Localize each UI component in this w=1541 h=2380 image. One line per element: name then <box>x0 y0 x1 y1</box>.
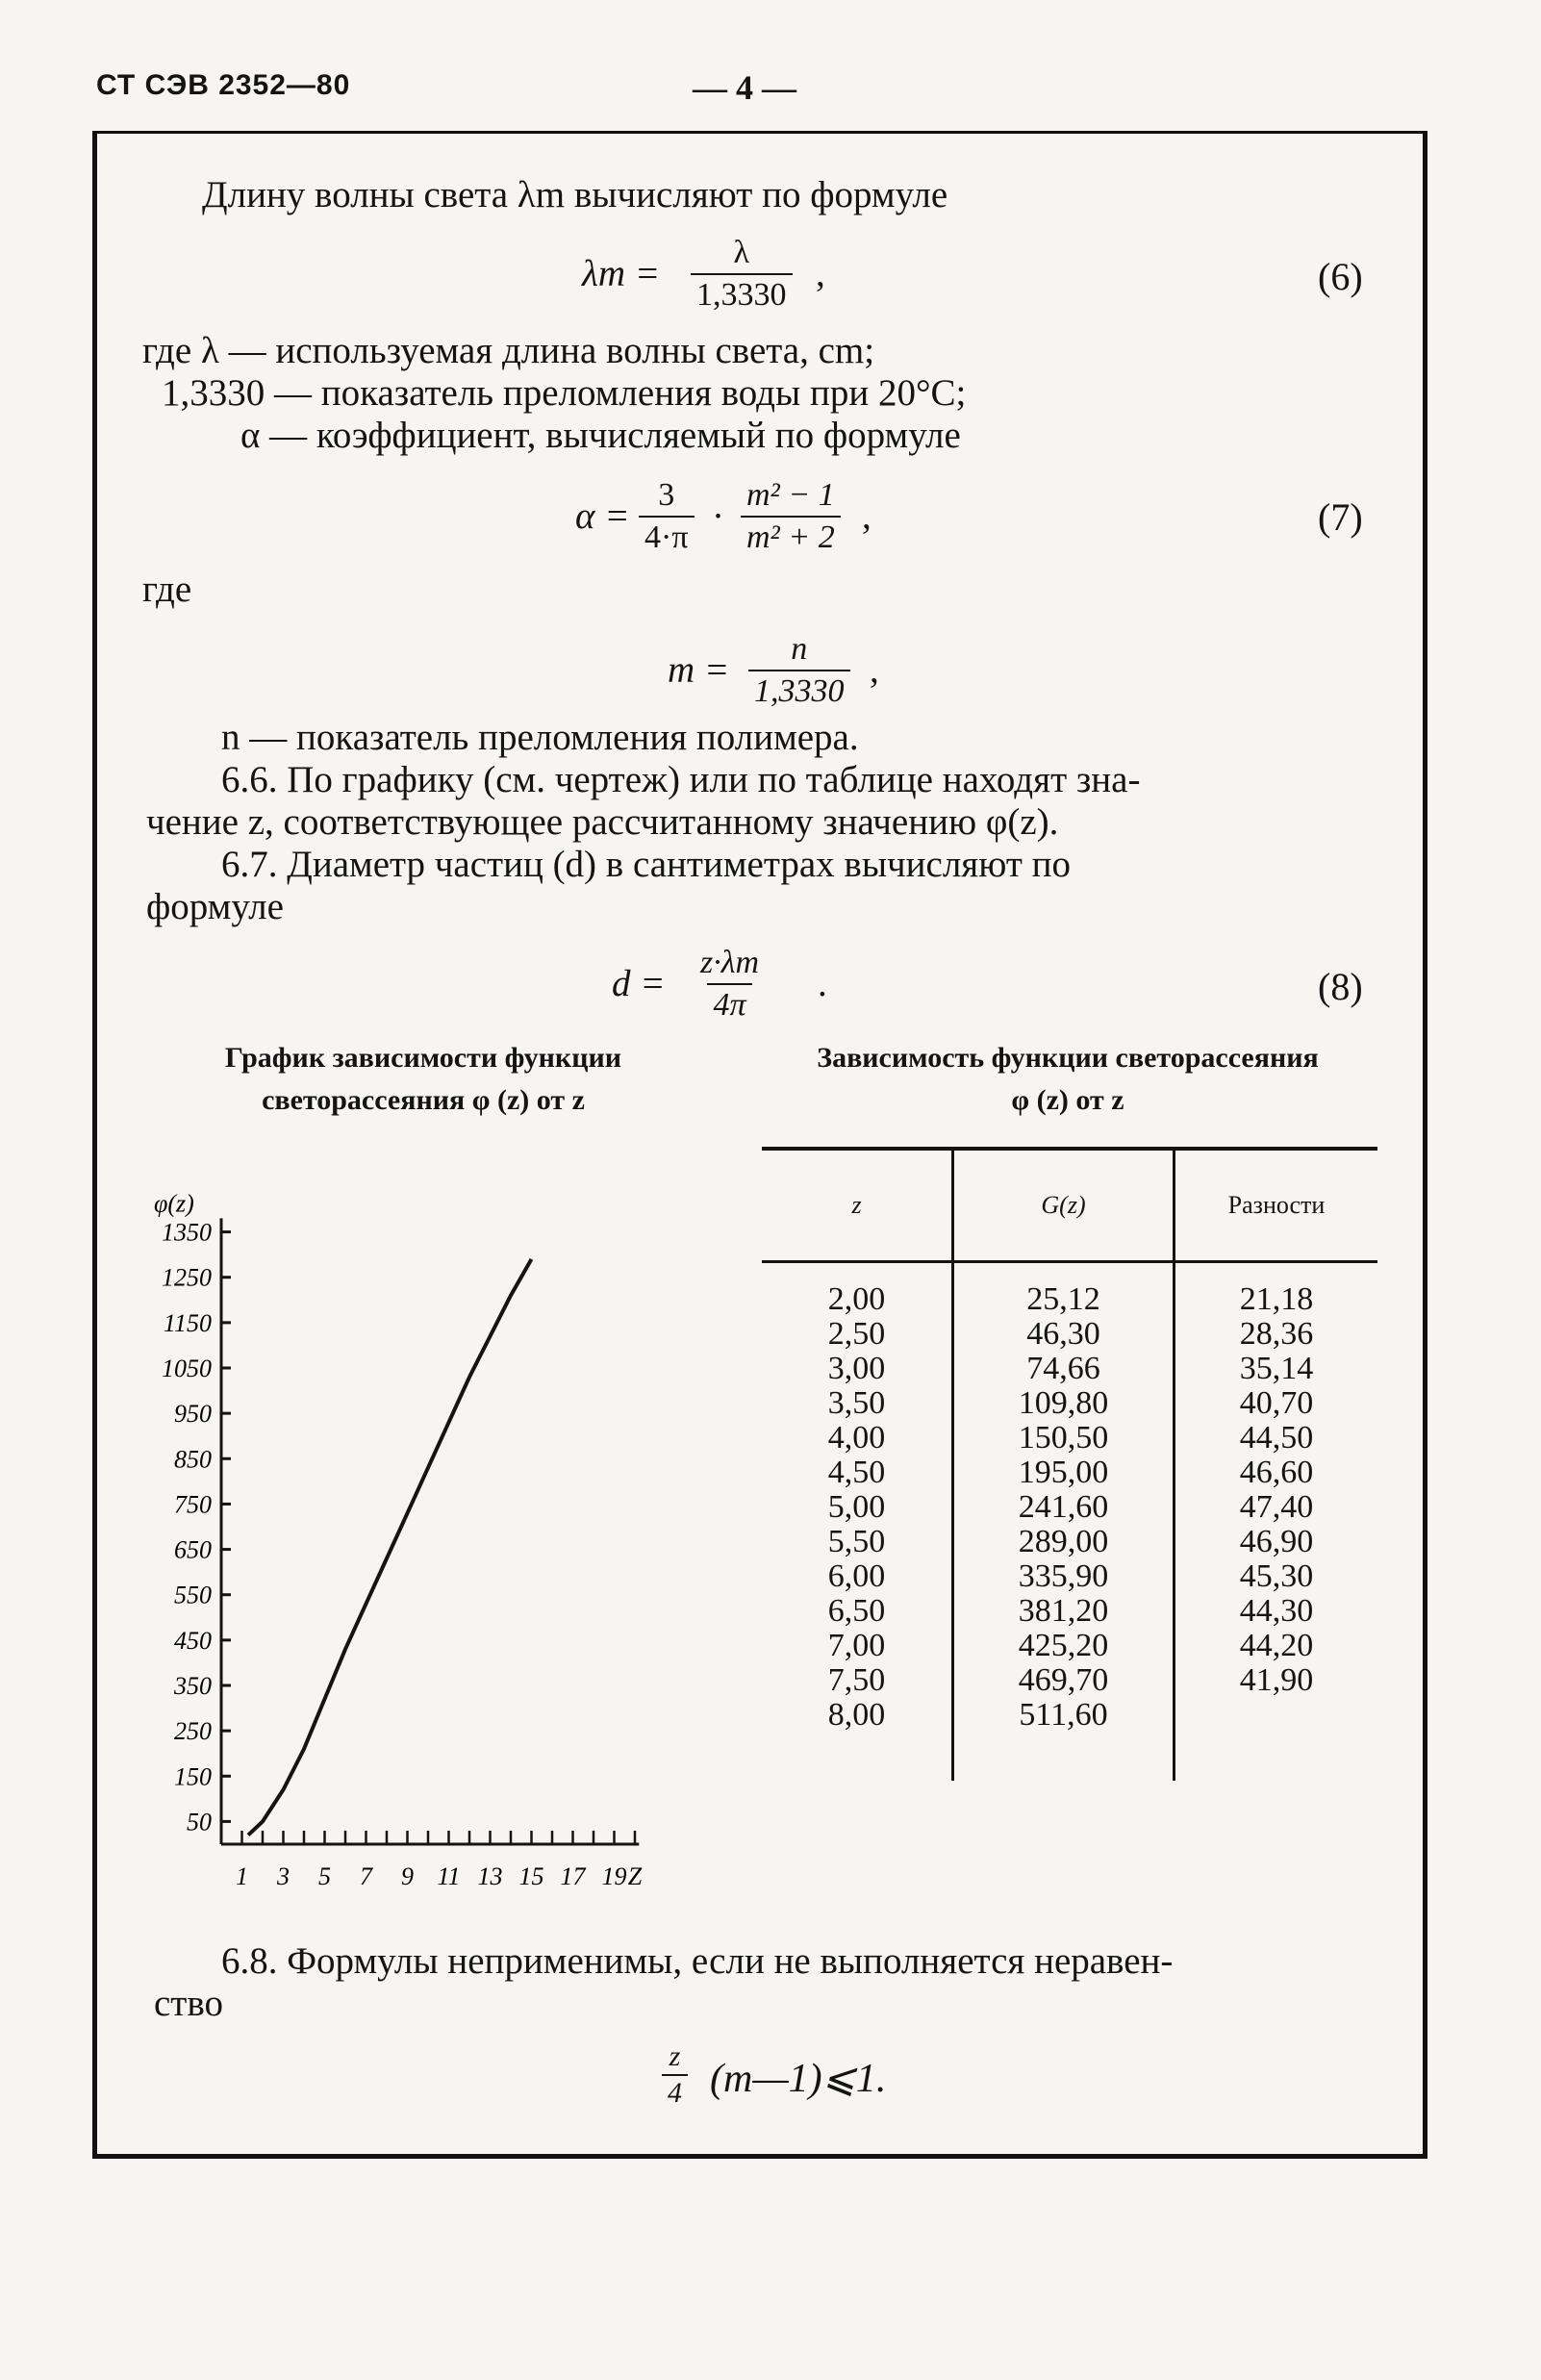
table-spacer-cell <box>953 1262 1175 1283</box>
definition-1333: 1,3330 — показатель преломления воды при 20°C; <box>162 372 967 414</box>
equation-number-8: (8) <box>1318 965 1363 1008</box>
table-row <box>762 1629 1377 1663</box>
formula-7-fraction-2 <box>741 477 841 556</box>
y-axis-label: φ(z) <box>154 1189 194 1218</box>
formula-6-denominator: 1,3330 <box>691 273 793 314</box>
table-cell-z: 5,50 <box>827 1524 886 1559</box>
formula-7-denominator-1: 4·π <box>639 516 695 556</box>
table-cell-gz: 74,66 <box>953 1352 1175 1386</box>
table-row <box>762 1663 1377 1698</box>
chart-caption-line-2: светорассеяния φ (z) от z <box>262 1084 585 1116</box>
table-cell-gz: 469,70 <box>953 1663 1175 1698</box>
y-tick-label: 950 <box>174 1400 212 1429</box>
table-cell-difference: 47,40 <box>1239 1489 1314 1525</box>
chart-caption <box>154 1037 693 1122</box>
table-row <box>762 1594 1377 1629</box>
formula-8-lhs: d = <box>612 963 666 1004</box>
x-tick-label: 19 <box>601 1862 627 1890</box>
formula-7-lhs: α = <box>575 495 630 537</box>
inequality-denominator: 4 <box>662 2074 688 2109</box>
x-tick-label: 11 <box>437 1862 461 1890</box>
phi-z-chart <box>125 1159 721 1910</box>
table-cell-difference <box>1175 1698 1378 1733</box>
table-body <box>762 1262 1377 1782</box>
table-cell-z: 8,00 <box>827 1697 886 1733</box>
table-cell-gz: 511,60 <box>953 1698 1175 1733</box>
formula-8-tail: . <box>818 963 827 1004</box>
table-caption-line-1: Зависимость функции светорассеяния <box>817 1042 1319 1074</box>
x-tick-label: 13 <box>477 1862 503 1890</box>
table-cell-difference: 46,90 <box>1239 1524 1314 1559</box>
y-tick-label: 850 <box>174 1445 212 1474</box>
x-tick-label: 17 <box>560 1862 586 1890</box>
table-row <box>762 1525 1377 1559</box>
y-tick-label: 650 <box>174 1535 212 1564</box>
x-tick-label: 3 <box>277 1862 290 1890</box>
table-cell-gz: 381,20 <box>953 1594 1175 1629</box>
y-tick-label: 150 <box>174 1762 212 1791</box>
table-cell-difference: 44,50 <box>1239 1420 1314 1456</box>
table-row <box>762 1421 1377 1456</box>
paragraph-6-7-line-1: 6.7. Диаметр частиц (d) в сантиметрах вычисляют по <box>221 844 1072 885</box>
table-spacer-row <box>762 1262 1377 1283</box>
table-cell-difference: 44,30 <box>1239 1593 1314 1629</box>
table-cell-z: 3,00 <box>827 1351 886 1386</box>
formula-m-denominator: 1,3330 <box>748 670 850 710</box>
table-cell-z: 6,50 <box>827 1593 886 1629</box>
formula-7-numerator-1: 3 <box>658 477 675 513</box>
chart-caption-line-1: График зависимости функции <box>224 1042 622 1074</box>
x-tick-label: 7 <box>360 1862 372 1890</box>
table-row <box>762 1352 1377 1386</box>
table-row <box>762 1559 1377 1594</box>
table-row <box>762 1282 1377 1317</box>
table-header-differences: Разности <box>1175 1149 1378 1262</box>
formula-6-tail: , <box>816 253 825 294</box>
table-cell-z: 3,50 <box>827 1385 886 1421</box>
formula-6-numerator: λ <box>733 235 749 270</box>
table-cell-difference: 45,30 <box>1239 1558 1314 1594</box>
table-spacer-cell <box>953 1733 1175 1781</box>
paragraph-6-6-line-2: чение z, соответствующее рассчитанному значению φ(z). <box>146 801 1059 843</box>
y-tick-label: 250 <box>174 1717 212 1746</box>
table-cell-difference: 35,14 <box>1239 1351 1314 1386</box>
table-cell-difference: 40,70 <box>1239 1385 1314 1421</box>
x-tick-label: 15 <box>518 1862 544 1890</box>
y-tick-label: 1350 <box>162 1218 212 1247</box>
table-cell-gz: 25,12 <box>953 1282 1175 1317</box>
formula-7-fraction-1 <box>639 477 695 556</box>
table-cell-z: 2,00 <box>827 1281 886 1317</box>
table-cell-z: 5,00 <box>827 1489 886 1525</box>
formula-m-numerator: n <box>791 631 808 667</box>
x-tick-label: 1 <box>236 1862 248 1890</box>
y-tick-label: 1250 <box>162 1263 212 1292</box>
y-tick-label: 550 <box>174 1581 212 1609</box>
y-tick-label: 450 <box>174 1626 212 1655</box>
formula-8-fraction <box>695 945 765 1024</box>
formula-6-lhs: λm = <box>582 253 661 294</box>
equation-number-7: (7) <box>1318 495 1363 539</box>
table-header-row <box>762 1149 1377 1262</box>
table-cell-z: 6,00 <box>827 1558 886 1594</box>
table-cell-gz: 425,20 <box>953 1629 1175 1663</box>
table-cell-difference: 28,36 <box>1239 1316 1314 1352</box>
table-row <box>762 1698 1377 1733</box>
paragraph-6-7-line-2: формуле <box>146 886 284 927</box>
table-cell-gz: 195,00 <box>953 1456 1175 1490</box>
formula-7-tail: , <box>862 495 872 537</box>
table-cell-difference: 44,20 <box>1239 1628 1314 1663</box>
y-tick-label: 1150 <box>163 1308 212 1337</box>
inequality-tail: (m—1)⩽1. <box>710 2057 887 2101</box>
formula-7-dot: · <box>712 495 724 537</box>
table-caption <box>760 1037 1376 1122</box>
equation-number-6: (6) <box>1318 255 1363 298</box>
table-cell-gz: 335,90 <box>953 1559 1175 1594</box>
table-spacer-cell <box>1175 1262 1378 1283</box>
table-row <box>762 1456 1377 1490</box>
definition-alpha: α — коэффициент, вычисляемый по формуле <box>240 415 961 456</box>
formula-8-denominator: 4π <box>707 983 751 1024</box>
table-spacer-cell <box>762 1733 953 1781</box>
table-header-z: z <box>762 1149 953 1262</box>
x-tick-label: Z <box>627 1862 643 1890</box>
chart-x-ticks <box>236 1831 643 1890</box>
table-cell-gz: 150,50 <box>953 1421 1175 1456</box>
table-spacer-cell <box>1175 1733 1378 1781</box>
table-cell-difference: 21,18 <box>1239 1281 1314 1317</box>
inequality-numerator: z <box>669 2040 681 2072</box>
inequality-fraction <box>662 2041 688 2109</box>
definition-lambda: где λ — используемая длина волны света, cm; <box>142 330 875 371</box>
table-cell-difference: 46,60 <box>1239 1455 1314 1490</box>
page-number: — 4 — <box>693 68 796 107</box>
formula-m-fraction <box>748 631 850 710</box>
table-row <box>762 1490 1377 1525</box>
table-cell-gz: 109,80 <box>953 1386 1175 1421</box>
y-tick-label: 350 <box>174 1672 212 1700</box>
table-caption-line-2: φ (z) от z <box>1011 1084 1124 1116</box>
table-spacer-cell <box>762 1262 953 1283</box>
formula-8-numerator: z·λm <box>700 945 760 980</box>
x-tick-label: 9 <box>401 1862 414 1890</box>
table-cell-z: 7,00 <box>827 1628 886 1663</box>
definition-n: n — показатель преломления полимера. <box>221 717 859 758</box>
chart-axes <box>154 1189 639 1844</box>
formula-7-numerator-2: m² − 1 <box>746 477 835 513</box>
table-cell-gz: 46,30 <box>953 1317 1175 1352</box>
where-label: где <box>142 569 192 610</box>
scattering-function-table <box>762 1147 1377 1781</box>
paragraph-6-8-line-2: ство <box>154 1983 224 2024</box>
x-tick-label: 5 <box>318 1862 331 1890</box>
table-cell-gz: 241,60 <box>953 1490 1175 1525</box>
phi-z-curve <box>248 1259 532 1836</box>
paragraph-6-6-line-1: 6.6. По графику (см. чертеж) или по таблице находят зна- <box>221 759 1141 800</box>
table-cell-z: 4,00 <box>827 1420 886 1456</box>
table-row <box>762 1317 1377 1352</box>
table-cell-z: 4,50 <box>827 1455 886 1490</box>
paragraph-6-8-line-1: 6.8. Формулы неприменимы, если не выполняется неравен- <box>221 1940 1174 1982</box>
y-tick-label: 50 <box>187 1808 212 1836</box>
document-code: СТ СЭВ 2352—80 <box>96 69 351 101</box>
table-cell-gz: 289,00 <box>953 1525 1175 1559</box>
y-tick-label: 750 <box>174 1490 212 1519</box>
table-cell-z: 2,50 <box>827 1316 886 1352</box>
table-cell-difference: 41,90 <box>1239 1662 1314 1698</box>
table-spacer-row <box>762 1733 1377 1781</box>
formula-6-fraction <box>691 235 793 314</box>
formula-m-lhs: m = <box>668 649 730 691</box>
table-cell-z: 7,50 <box>827 1662 886 1698</box>
table-row <box>762 1386 1377 1421</box>
y-tick-label: 1050 <box>162 1355 212 1382</box>
table-header-gz: G(z) <box>953 1149 1175 1262</box>
formula-m-tail: , <box>870 649 879 691</box>
intro-text: Длину волны света λm вычисляют по формуле <box>202 174 948 215</box>
formula-7-denominator-2: m² + 2 <box>741 516 841 556</box>
